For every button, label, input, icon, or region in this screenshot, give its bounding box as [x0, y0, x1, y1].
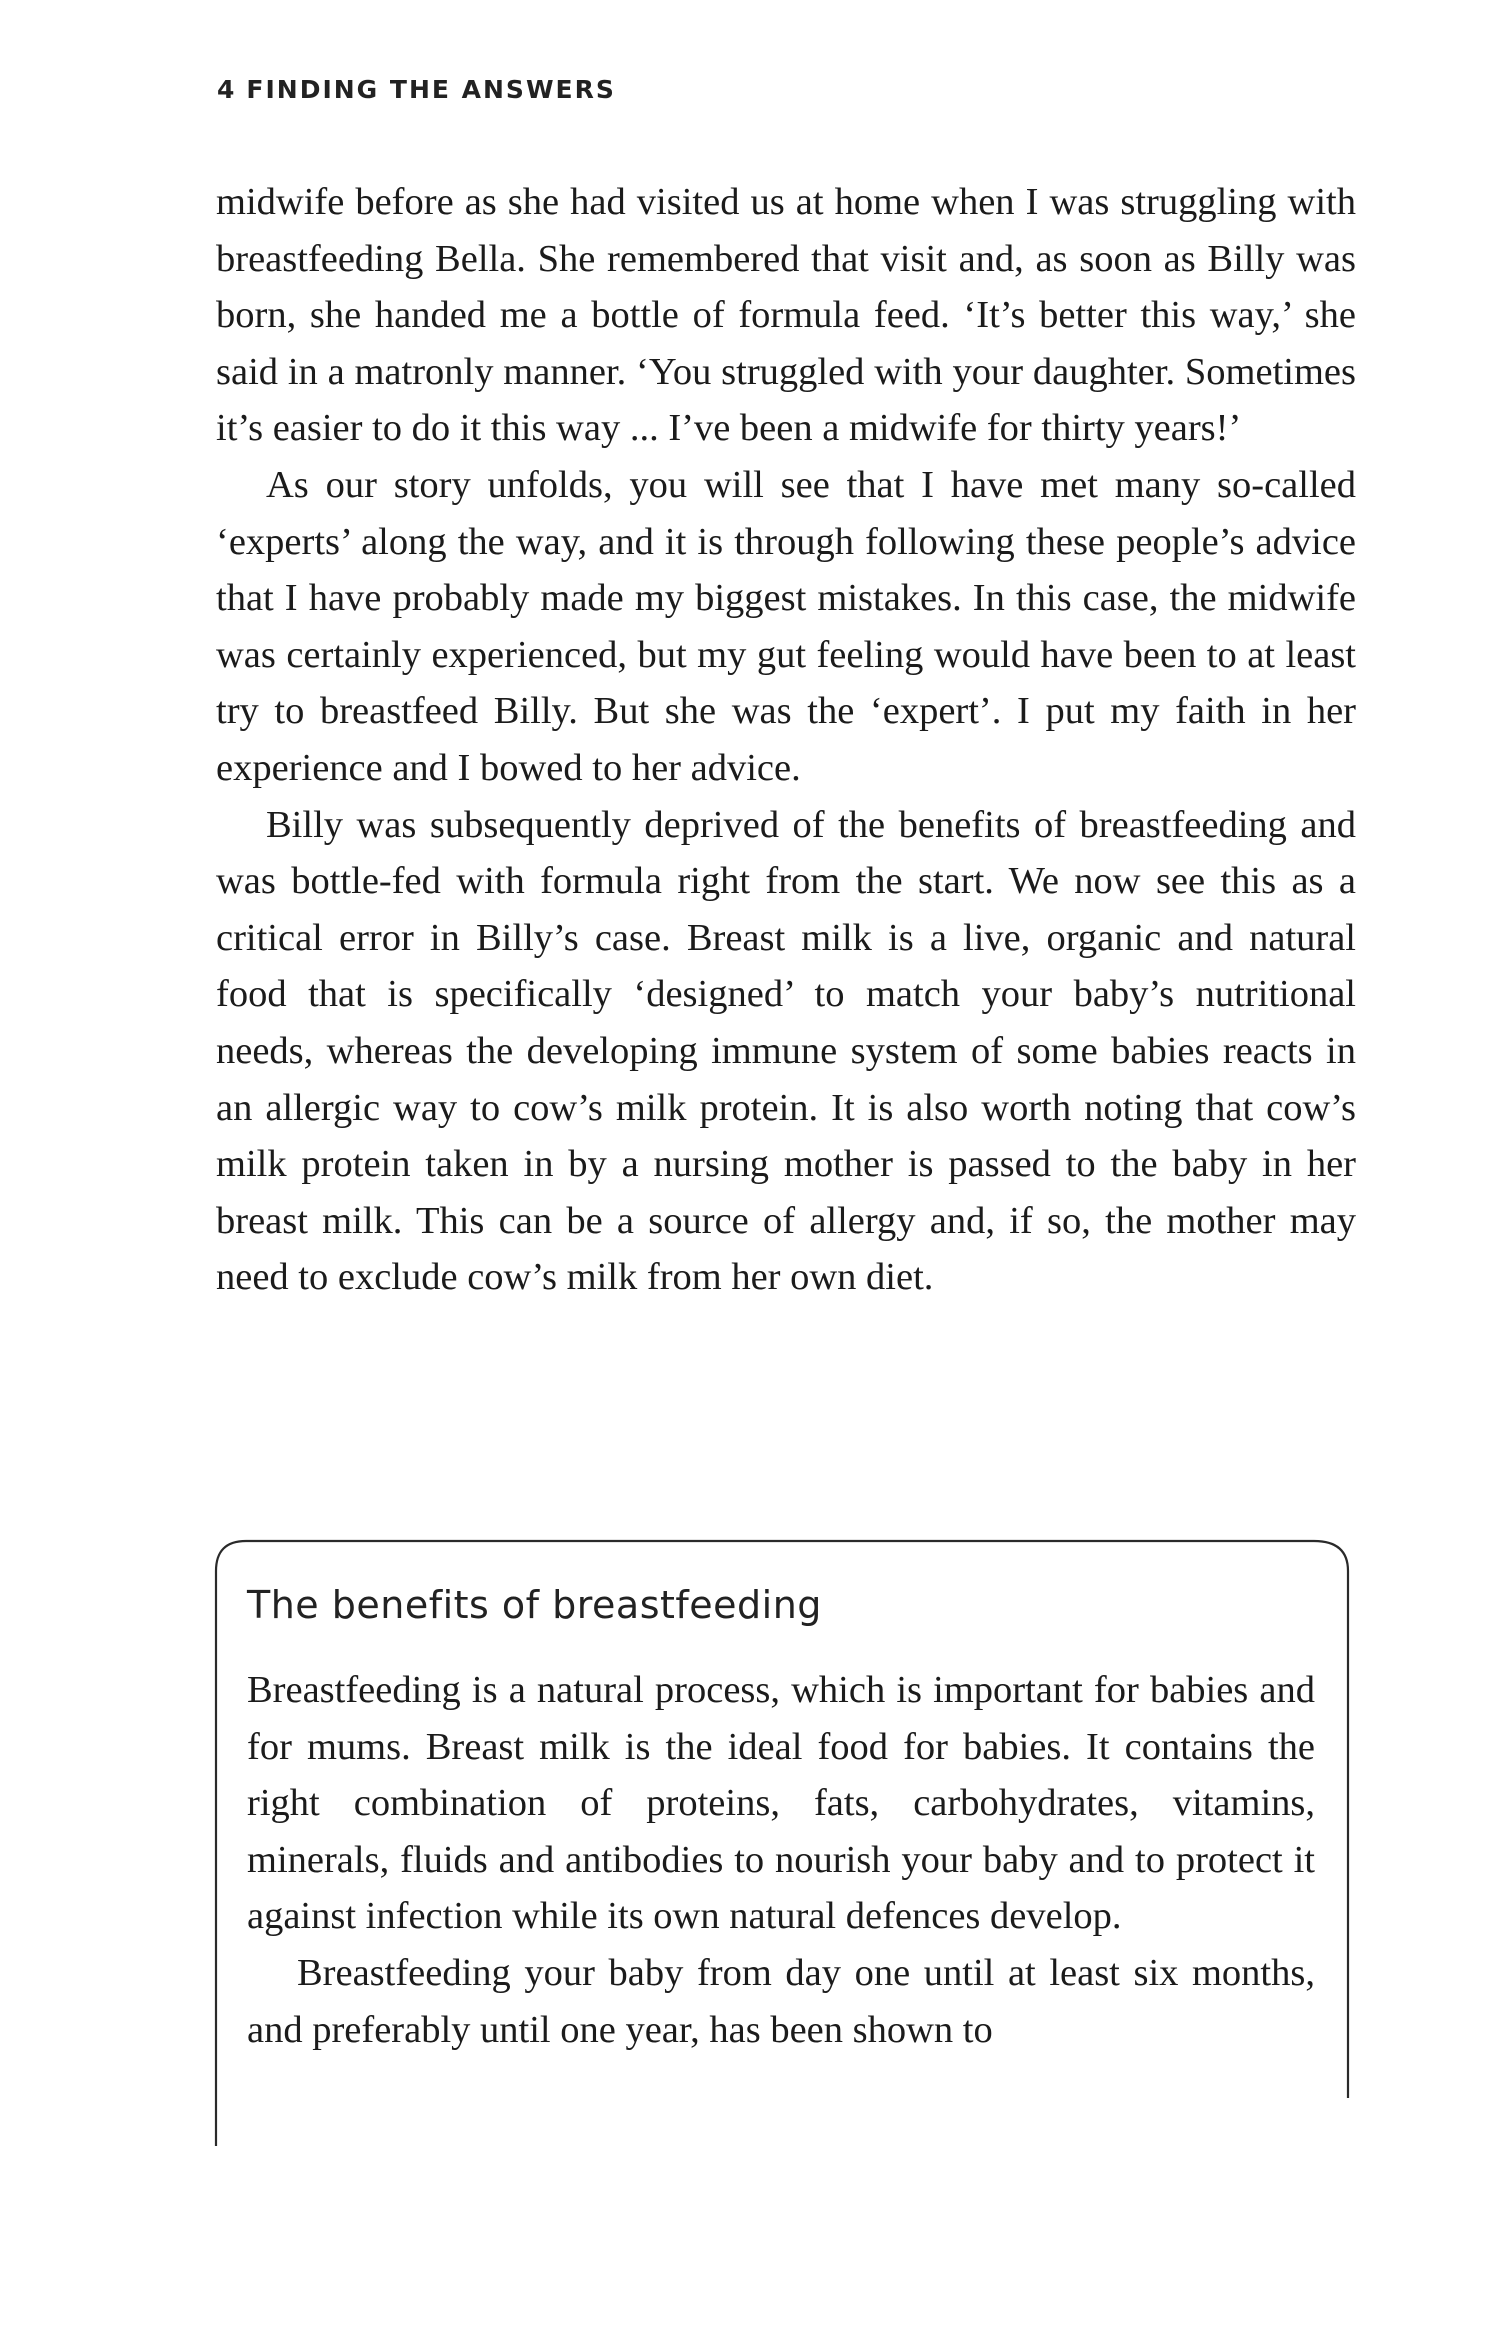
running-header [217, 75, 616, 104]
sidebar-box [247, 1580, 1315, 2058]
paragraph-3: Billy was subsequently deprived of the benefits of breastfeeding and was bottle-fed with formula right from the start. We now see this as a critical error in Billy’s case. Breast milk is a live, organic and natural food that is specifically ‘designed’ to match your baby’s nutritional needs, whereas the developing immune system of some babies reacts in an allergic way to cow’s milk protein. It is also worth noting that cow’s milk protein taken in by a nursing mother is passed to the baby in her breast milk. This can be a source of allergy and, if so, the mother may need to exclude cow’s milk from her own diet. [216, 803, 1356, 1299]
box-text [247, 1662, 1315, 2058]
box-title: The benefits of breastfeeding [247, 1583, 822, 1627]
page-number: 4 [217, 75, 237, 104]
paragraph-1: midwife before as she had visited us at home when I was struggling with breastfeeding Bella. She remembered that visit and, as soon as Billy was born, she handed me a bottle of formula feed. ‘It’s better this way,’ she said in a matronly manner. ‘You struggled with your daughter. Sometimes it’s easier to do it this way ... I’ve been a midwife for thirty years!’ [216, 181, 1356, 450]
box-paragraph-2: Breastfeeding your baby from day one until at least six months, and preferably until one year, has been shown to [247, 1951, 1315, 2051]
paragraph-2: As our story unfolds, you will see that I have met many so-called ‘experts’ along the way, and it is through following these people’s advice that I have probably made my biggest mistakes. In this case, the midwife was certainly experienced, but my gut feeling would have been to at least try to breastfeed Billy. But she was the ‘expert’. I put my faith in her experience and I bowed to her advice. [216, 463, 1356, 789]
box-paragraph-1: Breastfeeding is a natural process, which is important for babies and for mums. Breast milk is the ideal food for babies. It contains the right combination of proteins, fats, carbohydrates, vitamins, minerals, fluids and antibodies to nourish your baby and to protect it against infection while its own natural defences develop. [247, 1669, 1315, 1938]
main-text [216, 174, 1356, 1306]
section-title: FINDING THE ANSWERS [246, 75, 616, 104]
